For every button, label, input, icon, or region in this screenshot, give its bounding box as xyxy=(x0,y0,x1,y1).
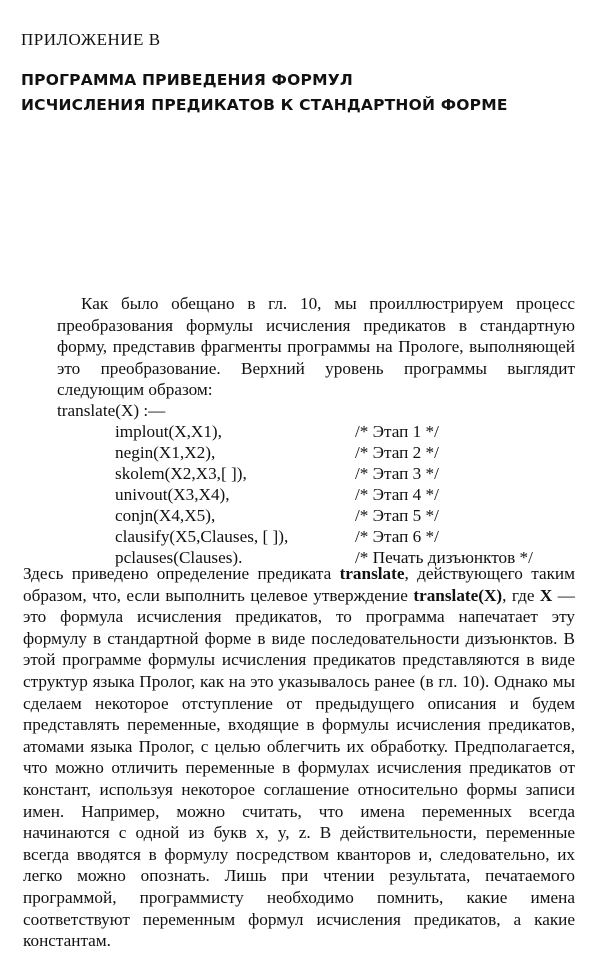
code-head: translate(X) :— xyxy=(57,401,166,420)
code-comment: /* Этап 1 */ xyxy=(355,422,439,441)
body-text-e: , где xyxy=(502,585,540,605)
code-comment: /* Этап 4 */ xyxy=(355,485,439,504)
predicate-name: translate xyxy=(339,564,405,583)
title-line-2: ИСЧИСЛЕНИЯ ПРЕДИКАТОВ К СТАНДАРТНОЙ ФОРМЕ xyxy=(21,96,508,114)
code-comment: /* Этап 6 */ xyxy=(355,527,439,546)
code-line xyxy=(57,442,577,463)
code-comment: /* Этап 3 */ xyxy=(355,464,439,483)
code-line xyxy=(57,421,577,442)
code-goal: conjn(X4,X5), xyxy=(115,506,216,525)
goal-expression: translate(X) xyxy=(413,585,503,605)
code-comment: /* Этап 5 */ xyxy=(355,506,439,525)
title-line-1: ПРОГРАММА ПРИВЕДЕНИЯ ФОРМУЛ xyxy=(21,71,353,89)
variable-x: X xyxy=(539,585,553,605)
code-line xyxy=(57,484,577,505)
body-text xyxy=(23,563,575,952)
code-goal: pclauses(Clauses). xyxy=(115,548,243,567)
body-text-c: , действующего таким образом, что, если выполнить целевое утверждение xyxy=(23,564,575,605)
appendix-label: ПРИЛОЖЕНИЕ В xyxy=(21,30,161,49)
code-goal: skolem(X2,X3,[ ]), xyxy=(115,464,247,483)
intro-paragraph xyxy=(57,293,575,401)
intro-text: Как было обещано в гл. 10, мы проиллюстрируем процесс преобразования формулы исчисления предикатов в стандартную форму, представив фрагменты программы на Прологе, выполняющей это преобразование. Верхний уровень программы выглядит следующим образом: xyxy=(57,294,575,399)
code-comment: /* Печать дизъюнктов */ xyxy=(355,548,533,567)
code-line xyxy=(57,463,577,484)
body-text-g: — это формула исчисления предикатов, то программа напечатает эту формулу в стандартной форме в виде последовательности дизъюнктов. В этой программе формулы исчисления предикатов представляются в виде структур языка Пролог, как на это указывалось ранее (в гл. 10). Однако мы сделаем некоторое отступление от предыдущего описания и будем представлять переменные, входящие в формулы исчисления предикатов, атомами языка Пролог, с целью облегчить их обработку. Предполагается, что можно отличить переменные в формулах исчисления предикатов от констант, используя некоторое соглашение относительно формы записи имен. Например, можно считать, что имена переменных всегда начинаются с одной из букв x, y, z. В действительности, переменные всегда вводятся в формулу посредством кванторов и, следовательно, их легко можно опознать. Лишь при чтении результата, печатаемого программой, программисту необходимо помнить, какие имена соответствуют переменным формул исчисления предикатов, а какие константам. xyxy=(23,585,575,951)
code-goal: negin(X1,X2), xyxy=(115,443,216,462)
code-line xyxy=(57,505,577,526)
body-text-a: Здесь приведено определение предиката xyxy=(23,564,340,583)
code-listing xyxy=(57,400,577,568)
code-comment: /* Этап 2 */ xyxy=(355,443,439,462)
code-goal: clausify(X5,Clauses, [ ]), xyxy=(115,527,289,546)
page-title xyxy=(21,68,581,118)
code-goal: implout(X,X1), xyxy=(115,422,222,441)
code-goal: univout(X3,X4), xyxy=(115,485,230,504)
code-line xyxy=(57,526,577,547)
body-paragraph xyxy=(23,563,575,952)
